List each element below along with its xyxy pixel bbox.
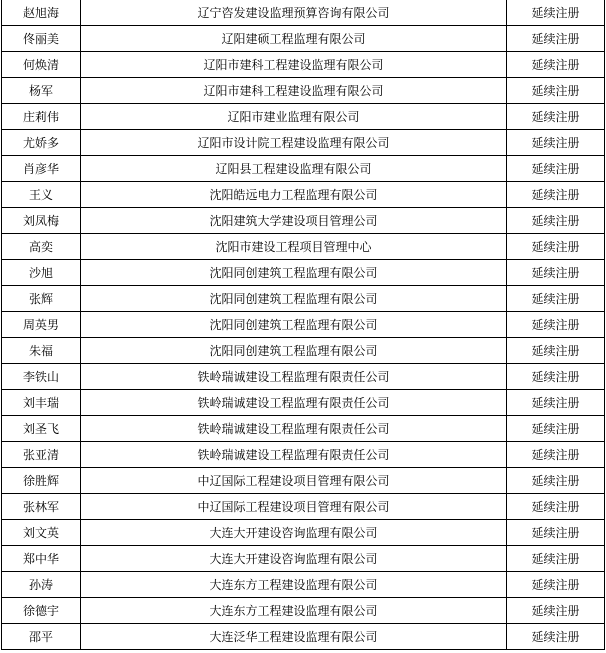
company-cell: 辽阳建硕工程监理有限公司	[81, 26, 507, 51]
name-cell: 杨军	[2, 78, 81, 103]
name-cell: 徐胜辉	[2, 468, 81, 493]
name-cell: 孙涛	[2, 572, 81, 597]
company-cell: 大连东方工程建设监理有限公司	[81, 572, 507, 597]
name-cell: 李铁山	[2, 364, 81, 389]
table-row	[2, 598, 605, 624]
table-row	[2, 104, 605, 130]
name-cell: 张林军	[2, 494, 81, 519]
company-cell: 沈阳建筑大学建设项目管理公司	[81, 208, 507, 233]
status-cell: 延续注册	[507, 468, 605, 493]
status-cell: 延续注册	[507, 26, 605, 51]
status-cell: 延续注册	[507, 546, 605, 571]
table-row	[2, 208, 605, 234]
status-cell: 延续注册	[507, 208, 605, 233]
name-cell: 刘文英	[2, 520, 81, 545]
table-row	[2, 260, 605, 286]
company-cell: 辽阳县工程建设监理有限公司	[81, 156, 507, 181]
name-cell: 刘圣飞	[2, 416, 81, 441]
name-cell: 周英男	[2, 312, 81, 337]
name-cell: 朱福	[2, 338, 81, 363]
company-cell: 沈阳同创建筑工程监理有限公司	[81, 286, 507, 311]
company-cell: 铁岭瑞诚建设工程监理有限责任公司	[81, 364, 507, 389]
status-cell: 延续注册	[507, 182, 605, 207]
company-cell: 辽阳市建科工程建设监理有限公司	[81, 52, 507, 77]
name-cell: 邵平	[2, 624, 81, 649]
name-cell: 张辉	[2, 286, 81, 311]
company-cell: 大连大开建设咨询监理有限公司	[81, 546, 507, 571]
table-row	[2, 78, 605, 104]
name-cell: 佟丽美	[2, 26, 81, 51]
table-row	[2, 572, 605, 598]
table-row	[2, 364, 605, 390]
company-cell: 沈阳同创建筑工程监理有限公司	[81, 260, 507, 285]
status-cell: 延续注册	[507, 234, 605, 259]
status-cell: 延续注册	[507, 598, 605, 623]
table-row	[2, 442, 605, 468]
table-row	[2, 624, 605, 650]
company-cell: 沈阳同创建筑工程监理有限公司	[81, 312, 507, 337]
table-row	[2, 130, 605, 156]
status-cell: 延续注册	[507, 572, 605, 597]
company-cell: 铁岭瑞诚建设工程监理有限责任公司	[81, 416, 507, 441]
status-cell: 延续注册	[507, 52, 605, 77]
company-cell: 沈阳同创建筑工程监理有限公司	[81, 338, 507, 363]
table-row	[2, 546, 605, 572]
table-row	[2, 286, 605, 312]
name-cell: 庄莉伟	[2, 104, 81, 129]
name-cell: 刘丰瑞	[2, 390, 81, 415]
status-cell: 延续注册	[507, 156, 605, 181]
status-cell: 延续注册	[507, 260, 605, 285]
name-cell: 沙旭	[2, 260, 81, 285]
name-cell: 刘凤梅	[2, 208, 81, 233]
company-cell: 中辽国际工程建设项目管理有限公司	[81, 494, 507, 519]
company-cell: 大连泛华工程建设监理有限公司	[81, 624, 507, 649]
company-cell: 铁岭瑞诚建设工程监理有限责任公司	[81, 442, 507, 467]
registration-table	[1, 0, 605, 650]
table-row	[2, 0, 605, 26]
name-cell: 徐德宇	[2, 598, 81, 623]
status-cell: 延续注册	[507, 104, 605, 129]
table-row	[2, 494, 605, 520]
company-cell: 大连东方工程建设监理有限公司	[81, 598, 507, 623]
company-cell: 辽宁咨发建设监理预算咨询有限公司	[81, 0, 507, 25]
status-cell: 延续注册	[507, 130, 605, 155]
table-row	[2, 182, 605, 208]
company-cell: 辽阳市设计院工程建设监理有限公司	[81, 130, 507, 155]
status-cell: 延续注册	[507, 338, 605, 363]
company-cell: 大连大开建设咨询监理有限公司	[81, 520, 507, 545]
company-cell: 中辽国际工程建设项目管理有限公司	[81, 468, 507, 493]
table-row	[2, 312, 605, 338]
status-cell: 延续注册	[507, 416, 605, 441]
table-row	[2, 338, 605, 364]
table-row	[2, 234, 605, 260]
company-cell: 辽阳市建业监理有限公司	[81, 104, 507, 129]
name-cell: 赵旭海	[2, 0, 81, 25]
name-cell: 肖彦华	[2, 156, 81, 181]
company-cell: 沈阳皓远电力工程监理有限公司	[81, 182, 507, 207]
status-cell: 延续注册	[507, 78, 605, 103]
table-row	[2, 52, 605, 78]
name-cell: 王义	[2, 182, 81, 207]
name-cell: 何焕清	[2, 52, 81, 77]
status-cell: 延续注册	[507, 624, 605, 649]
company-cell: 铁岭瑞诚建设工程监理有限责任公司	[81, 390, 507, 415]
status-cell: 延续注册	[507, 364, 605, 389]
name-cell: 郑中华	[2, 546, 81, 571]
table-row	[2, 416, 605, 442]
status-cell: 延续注册	[507, 390, 605, 415]
name-cell: 高奕	[2, 234, 81, 259]
name-cell: 张亚清	[2, 442, 81, 467]
company-cell: 沈阳市建设工程项目管理中心	[81, 234, 507, 259]
status-cell: 延续注册	[507, 494, 605, 519]
table-row	[2, 390, 605, 416]
status-cell: 延续注册	[507, 0, 605, 25]
table-row	[2, 520, 605, 546]
table-row	[2, 156, 605, 182]
company-cell: 辽阳市建科工程建设监理有限公司	[81, 78, 507, 103]
status-cell: 延续注册	[507, 442, 605, 467]
table-row	[2, 26, 605, 52]
name-cell: 尤娇多	[2, 130, 81, 155]
status-cell: 延续注册	[507, 312, 605, 337]
table-row	[2, 468, 605, 494]
status-cell: 延续注册	[507, 520, 605, 545]
status-cell: 延续注册	[507, 286, 605, 311]
